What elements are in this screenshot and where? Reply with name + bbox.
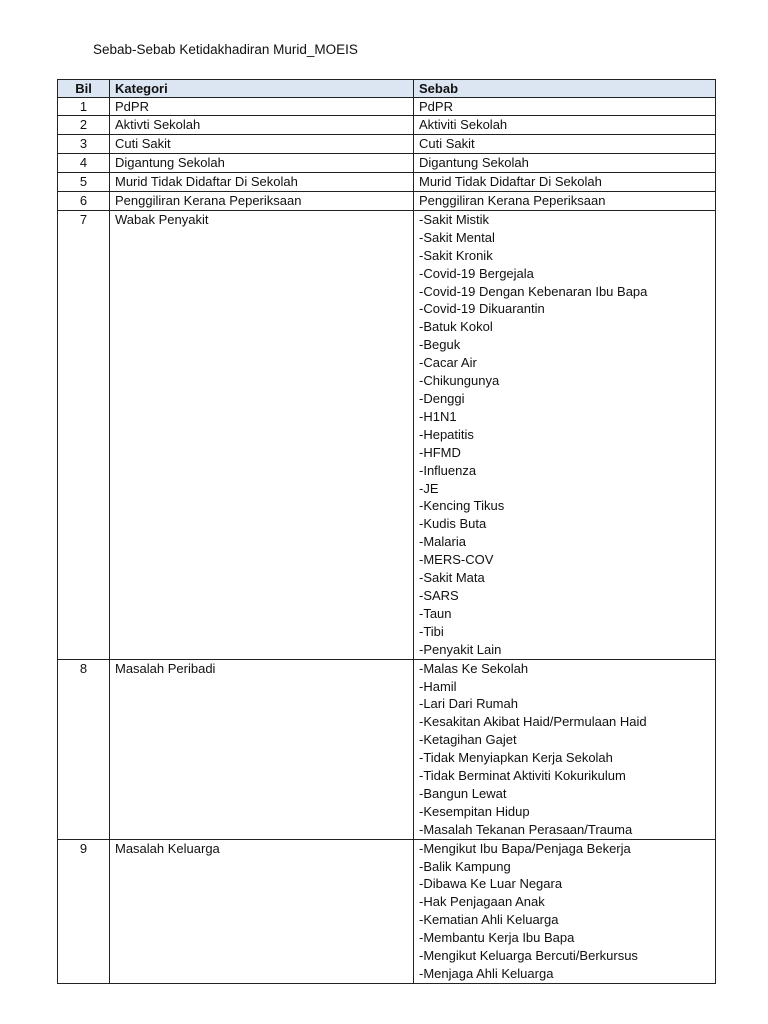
reason-item: -Kudis Buta	[419, 516, 487, 532]
reason-item: -Membantu Kerja Ibu Bapa	[419, 930, 575, 946]
reason-item: -Bangun Lewat	[419, 785, 507, 801]
table-row	[58, 173, 716, 192]
row-sebab	[414, 173, 716, 192]
row-kategori: Aktivti Sekolah	[110, 116, 414, 135]
table-header-row	[58, 80, 716, 98]
table-body	[58, 97, 716, 983]
reason-item: Cuti Sakit	[419, 136, 475, 152]
row-bil: 4	[58, 154, 110, 173]
reason-item: -Sakit Mental	[419, 229, 495, 245]
row-bil: 7	[58, 210, 110, 659]
row-sebab	[414, 659, 716, 839]
table-row	[58, 210, 716, 659]
reason-item: Digantung Sekolah	[419, 155, 529, 171]
reason-item: -Hak Penjagaan Anak	[419, 894, 545, 910]
reason-item: -Malaria	[419, 534, 466, 550]
row-kategori: Masalah Keluarga	[110, 839, 414, 983]
reason-item: -Lari Dari Rumah	[419, 696, 518, 712]
row-kategori: Wabak Penyakit	[110, 210, 414, 659]
reason-item: -MERS-COV	[419, 552, 494, 568]
reason-item: -Taun	[419, 605, 452, 621]
absence-reasons-table	[57, 79, 716, 984]
reason-item: -Kematian Ahli Keluarga	[419, 912, 559, 928]
reason-item: -H1N1	[419, 408, 457, 424]
reason-item: -Covid-19 Dengan Kebenaran Ibu Bapa	[419, 283, 648, 299]
table-row	[58, 839, 716, 983]
reason-item: -Tidak Menyiapkan Kerja Sekolah	[419, 750, 613, 766]
reason-item: -Sakit Mata	[419, 570, 485, 586]
row-sebab	[414, 210, 716, 659]
reason-item: -Malas Ke Sekolah	[419, 660, 529, 676]
reason-item: Aktiviti Sekolah	[419, 117, 508, 133]
row-sebab	[414, 97, 716, 116]
row-kategori: Penggiliran Kerana Peperiksaan	[110, 192, 414, 211]
row-kategori: Digantung Sekolah	[110, 154, 414, 173]
document-title: Sebab-Sebab Ketidakhadiran Murid_MOEIS	[93, 42, 358, 57]
row-bil: 9	[58, 839, 110, 983]
header-bil: Bil	[58, 80, 110, 98]
row-bil: 6	[58, 192, 110, 211]
reason-item: -Sakit Mistik	[419, 211, 490, 227]
row-sebab	[414, 154, 716, 173]
reason-item: -Influenza	[419, 462, 477, 478]
reason-item: -Covid-19 Bergejala	[419, 265, 534, 281]
row-bil: 8	[58, 659, 110, 839]
reason-item: -Masalah Tekanan Perasaan/Trauma	[419, 821, 633, 837]
table-row	[58, 192, 716, 211]
row-kategori: PdPR	[110, 97, 414, 116]
reason-item: -HFMD	[419, 444, 461, 460]
reason-item: -Penyakit Lain	[419, 641, 502, 657]
reason-item: -Tidak Berminat Aktiviti Kokurikulum	[419, 768, 626, 784]
table-row	[58, 154, 716, 173]
reason-item: -Mengikut Keluarga Bercuti/Berkursus	[419, 948, 638, 964]
reason-item: -Dibawa Ke Luar Negara	[419, 876, 563, 892]
reason-item: -SARS	[419, 587, 459, 603]
row-bil: 1	[58, 97, 110, 116]
reason-item: -Chikungunya	[419, 373, 500, 389]
reason-item: -Balik Kampung	[419, 858, 511, 874]
reason-item: -Kesakitan Akibat Haid/Permulaan Haid	[419, 714, 647, 730]
row-sebab	[414, 839, 716, 983]
reason-item: -Kesempitan Hidup	[419, 803, 530, 819]
row-sebab	[414, 116, 716, 135]
reason-item: -Denggi	[419, 391, 465, 406]
reason-item: Penggiliran Kerana Peperiksaan	[419, 193, 606, 209]
reason-item: -Hepatitis	[419, 426, 474, 442]
reason-item: -Kencing Tikus	[419, 498, 505, 514]
row-bil: 2	[58, 116, 110, 135]
reason-item: -Batuk Kokol	[419, 319, 493, 335]
reason-item: -Sakit Kronik	[419, 247, 493, 263]
reason-item: -JE	[419, 480, 439, 496]
header-kategori: Kategori	[110, 80, 414, 98]
table-row	[58, 97, 716, 116]
row-sebab	[414, 135, 716, 154]
reason-item: -Hamil	[419, 678, 457, 694]
reason-item: -Ketagihan Gajet	[419, 732, 517, 748]
table-row	[58, 659, 716, 839]
reason-item: -Cacar Air	[419, 355, 477, 371]
row-bil: 5	[58, 173, 110, 192]
row-kategori: Masalah Peribadi	[110, 659, 414, 839]
header-sebab: Sebab	[414, 80, 716, 98]
row-sebab	[414, 192, 716, 211]
row-kategori: Cuti Sakit	[110, 135, 414, 154]
reason-item: PdPR	[419, 98, 453, 114]
reason-item: Murid Tidak Didaftar Di Sekolah	[419, 174, 602, 190]
row-bil: 3	[58, 135, 110, 154]
reason-item: -Tibi	[419, 623, 444, 639]
table-row	[58, 116, 716, 135]
table-row	[58, 135, 716, 154]
reason-item: -Menjaga Ahli Keluarga	[419, 966, 554, 981]
reason-item: -Mengikut Ibu Bapa/Penjaga Bekerja	[419, 840, 631, 856]
reason-item: -Covid-19 Dikuarantin	[419, 301, 545, 317]
row-kategori: Murid Tidak Didaftar Di Sekolah	[110, 173, 414, 192]
reason-item: -Beguk	[419, 337, 461, 353]
